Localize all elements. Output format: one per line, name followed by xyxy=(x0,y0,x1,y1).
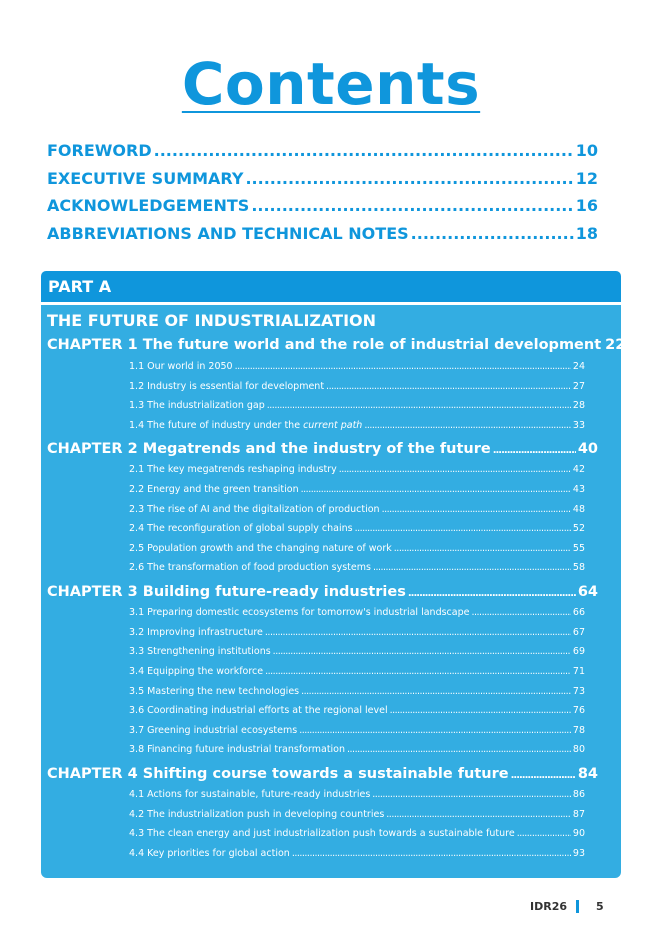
page-number: 5 xyxy=(596,900,604,913)
page-footer xyxy=(0,900,662,916)
chapter-page: 64 xyxy=(577,584,598,600)
dot-leader xyxy=(299,725,571,736)
chapter-3-entry[interactable] xyxy=(47,584,598,604)
chapter-label: CHAPTER 4 Shifting course towards a sustainable future xyxy=(47,766,509,782)
dot-leader xyxy=(373,562,571,573)
section-page: 43 xyxy=(572,484,585,495)
section-label: 4.2 The industrialization push in developing countries xyxy=(129,809,385,820)
section-entry[interactable] xyxy=(129,848,585,862)
section-page: 27 xyxy=(572,381,585,392)
toc-entry-abbreviations[interactable] xyxy=(47,224,598,252)
toc-entry-label: FOREWORD xyxy=(47,141,152,160)
section-page: 67 xyxy=(572,627,585,638)
section-label: 3.2 Improving infrastructure xyxy=(129,627,263,638)
section-entry[interactable] xyxy=(129,381,585,395)
section-entry[interactable] xyxy=(129,646,585,660)
chapter-label: CHAPTER 2 Megatrends and the industry of the future xyxy=(47,441,491,457)
section-label-italic: current path xyxy=(303,420,363,431)
section-label: 1.3 The industrialization gap xyxy=(129,400,265,411)
dot-leader xyxy=(355,523,571,534)
section-page: 28 xyxy=(572,400,585,411)
section-page: 33 xyxy=(572,420,585,431)
toc-entry-executive-summary[interactable] xyxy=(47,169,598,197)
dot-leader xyxy=(265,627,571,638)
section-entry[interactable] xyxy=(129,361,585,375)
section-page: 80 xyxy=(572,744,585,755)
section-label: 3.7 Greening industrial ecosystems xyxy=(129,725,298,736)
section-label: 3.5 Mastering the new technologies xyxy=(129,686,300,697)
toc-entry-acknowledgements[interactable] xyxy=(47,196,598,224)
section-entry[interactable] xyxy=(129,705,585,719)
dot-leader xyxy=(386,809,571,820)
section-label: 2.3 The rise of AI and the digitalization of production xyxy=(129,504,380,515)
chapter-page: 40 xyxy=(577,441,598,457)
dot-leader xyxy=(251,196,573,215)
dot-leader xyxy=(411,224,574,243)
section-label: 2.4 The reconfiguration of global supply chains xyxy=(129,523,353,534)
chapter-page: 84 xyxy=(577,766,598,782)
section-page: 90 xyxy=(572,828,585,839)
section-label: 2.2 Energy and the green transition xyxy=(129,484,299,495)
front-matter-list xyxy=(47,141,598,251)
dot-leader xyxy=(493,445,576,456)
section-entry[interactable] xyxy=(129,607,585,621)
dot-leader xyxy=(273,646,571,657)
dot-leader xyxy=(382,504,571,515)
section-label: 2.1 The key megatrends reshaping industry xyxy=(129,464,337,475)
dot-leader xyxy=(265,666,571,677)
section-page: 66 xyxy=(572,607,585,618)
section-entry[interactable] xyxy=(129,686,585,700)
dot-leader xyxy=(408,588,576,599)
dot-leader xyxy=(292,848,571,859)
section-page: 71 xyxy=(572,666,585,677)
dot-leader xyxy=(267,400,571,411)
section-label xyxy=(129,420,362,431)
part-label-banner: PART A xyxy=(41,271,621,302)
page-title: Contents xyxy=(181,50,481,118)
dot-leader xyxy=(517,828,571,839)
section-entry[interactable] xyxy=(129,400,585,414)
section-entry[interactable] xyxy=(129,464,585,478)
footer-divider xyxy=(576,900,579,913)
section-label: 4.4 Key priorities for global action xyxy=(129,848,290,859)
section-page: 42 xyxy=(572,464,585,475)
section-entry[interactable] xyxy=(129,484,585,498)
section-page: 73 xyxy=(572,686,585,697)
dot-leader xyxy=(364,420,571,431)
section-page: 78 xyxy=(572,725,585,736)
section-page: 76 xyxy=(572,705,585,716)
section-label: 3.4 Equipping the workforce xyxy=(129,666,264,677)
chapter-1-entry[interactable] xyxy=(47,337,626,357)
section-entry[interactable] xyxy=(129,562,585,576)
section-label-text: 1.4 The future of industry under the xyxy=(129,420,304,431)
section-entry[interactable] xyxy=(129,543,585,557)
section-page: 93 xyxy=(572,848,585,859)
report-code: IDR26 xyxy=(530,900,568,913)
dot-leader xyxy=(347,744,571,755)
section-label: 3.6 Coordinating industrial efforts at the regional level xyxy=(129,705,388,716)
toc-entry-foreword[interactable] xyxy=(47,141,598,169)
section-label: 2.5 Population growth and the changing nature of work xyxy=(129,543,392,554)
toc-entry-label: EXECUTIVE SUMMARY xyxy=(47,168,244,188)
toc-entry-page: 18 xyxy=(575,223,598,243)
section-entry[interactable] xyxy=(129,809,585,823)
section-entry[interactable] xyxy=(129,789,585,803)
section-page: 55 xyxy=(572,543,585,554)
dot-leader xyxy=(394,543,571,554)
toc-entry-page: 12 xyxy=(575,168,598,188)
section-entry[interactable] xyxy=(129,627,585,641)
section-entry[interactable] xyxy=(129,725,585,739)
section-label: 4.1 Actions for sustainable, future-ready industries xyxy=(129,789,371,800)
dot-leader xyxy=(326,381,571,392)
section-label: 3.3 Strengthening institutions xyxy=(129,646,271,657)
section-entry[interactable] xyxy=(129,666,585,680)
section-label: 4.3 The clean energy and just industrialization push towards a sustainable future xyxy=(129,828,515,839)
dot-leader xyxy=(245,169,573,188)
dot-leader xyxy=(372,789,571,800)
section-entry[interactable] xyxy=(129,828,585,842)
section-label: 3.1 Preparing domestic ecosystems for tomorrow's industrial landscape xyxy=(129,607,470,618)
section-page: 86 xyxy=(572,789,585,800)
section-entry[interactable] xyxy=(129,420,585,434)
chapter-2-entry[interactable] xyxy=(47,441,598,461)
section-page: 48 xyxy=(572,504,585,515)
part-title: THE FUTURE OF INDUSTRIALIZATION xyxy=(47,311,377,330)
section-page: 24 xyxy=(572,361,585,372)
dot-leader xyxy=(235,361,571,372)
dot-leader xyxy=(154,141,574,160)
chapter-label: CHAPTER 3 Building future-ready industries xyxy=(47,584,406,600)
toc-entry-page: 10 xyxy=(575,141,598,160)
dot-leader xyxy=(471,607,570,618)
section-page: 58 xyxy=(572,562,585,573)
chapter-4-entry[interactable] xyxy=(47,766,598,786)
chapter-label: CHAPTER 1 The future world and the role of industrial development xyxy=(47,337,602,353)
toc-entry-label: ABBREVIATIONS AND TECHNICAL NOTES xyxy=(47,223,409,243)
section-entry[interactable] xyxy=(129,504,585,518)
section-label: 3.8 Financing future industrial transformation xyxy=(129,744,346,755)
section-page: 52 xyxy=(572,523,585,534)
section-entry[interactable] xyxy=(129,744,585,758)
dot-leader xyxy=(301,686,571,697)
toc-entry-label: ACKNOWLEDGEMENTS xyxy=(47,196,250,215)
section-label: 2.6 The transformation of food production systems xyxy=(129,562,371,573)
toc-entry-page: 16 xyxy=(575,196,598,215)
dot-leader xyxy=(339,464,571,475)
chapter-page: 22 xyxy=(605,337,626,353)
dot-leader xyxy=(511,770,576,781)
section-entry[interactable] xyxy=(129,523,585,537)
section-page: 87 xyxy=(572,809,585,820)
dot-leader xyxy=(301,484,571,495)
section-label: 1.1 Our world in 2050 xyxy=(129,361,233,372)
section-page: 69 xyxy=(572,646,585,657)
section-label: 1.2 Industry is essential for development xyxy=(129,381,325,392)
dot-leader xyxy=(390,705,571,716)
